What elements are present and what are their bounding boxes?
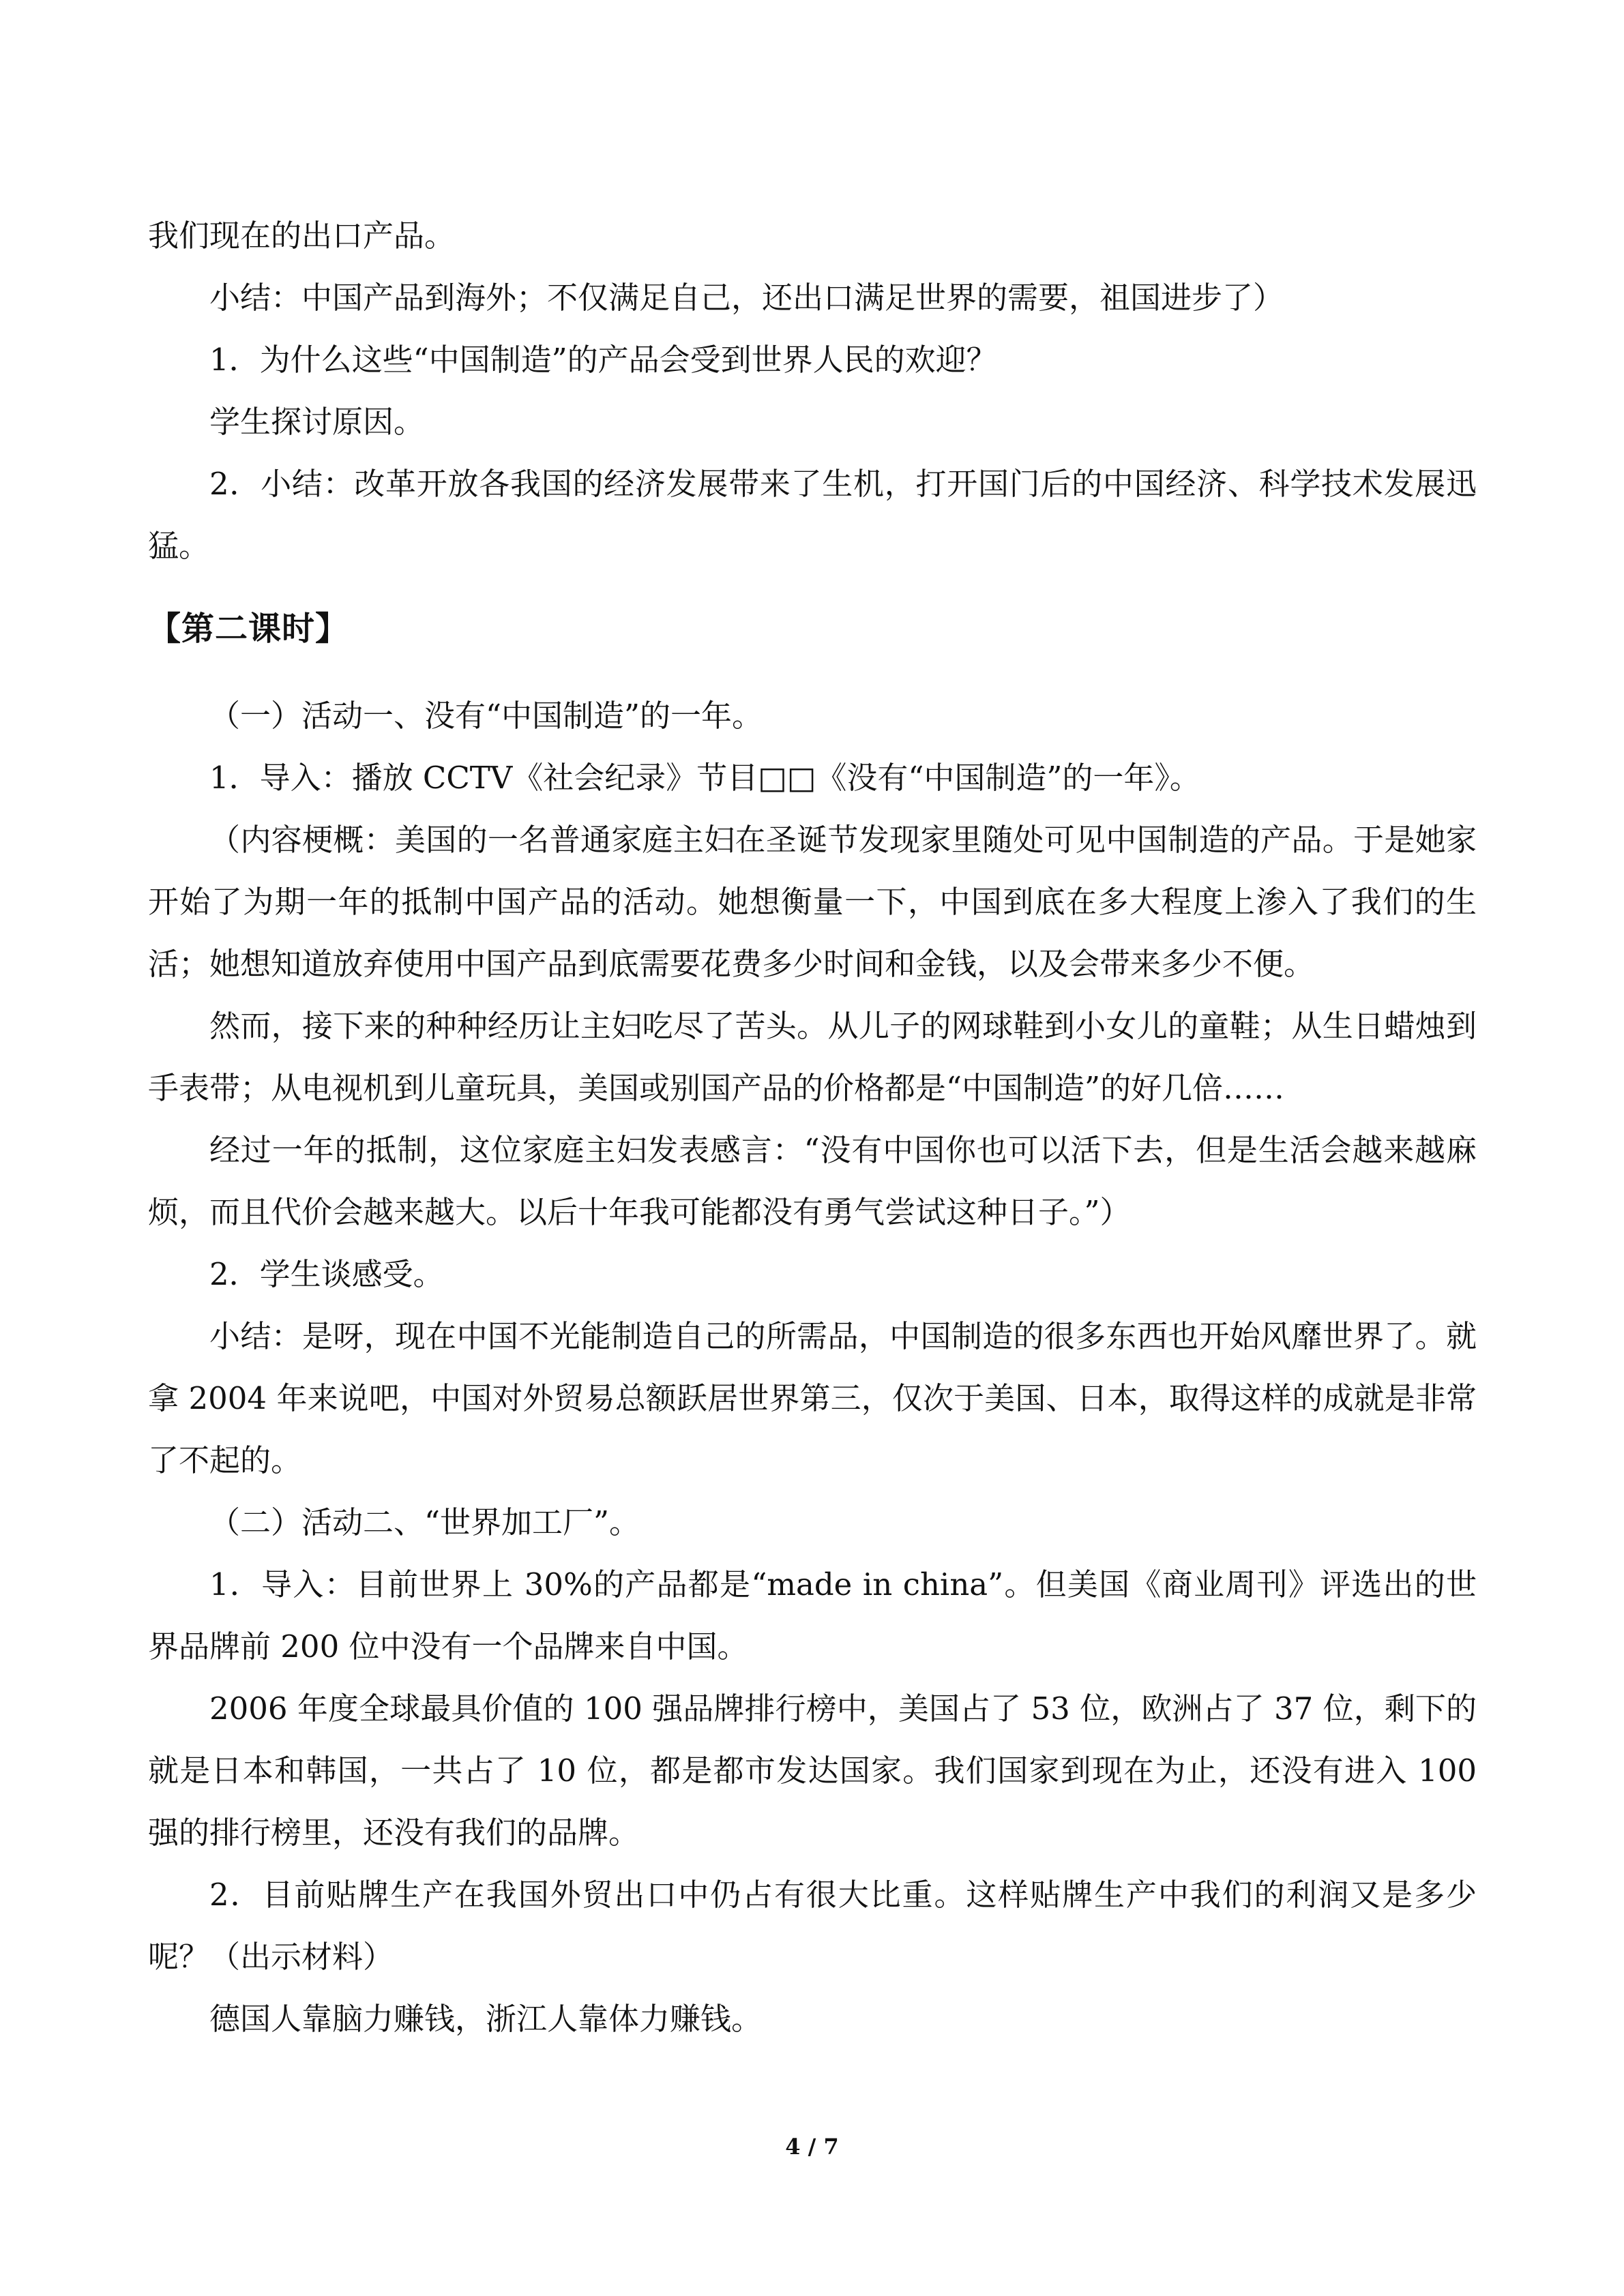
paragraph: （内容梗概：美国的一名普通家庭主妇在圣诞节发现家里随处可见中国制造的产品。于是她家开始了为期一年的抵制中国产品的活动。她想衡量一下，中国到底在多大程度上渗入了我们的生活；她想知道放弃使用中国产品到底需要花费多少时间和金钱，以及会带来多少不便。	[148, 822, 1477, 982]
paragraph: （一）活动一、没有“中国制造”的一年。	[209, 698, 763, 734]
paragraph: 2．小结：改革开放各我国的经济发展带来了生机，打开国门后的中国经济、科学技术发展迅猛。	[148, 466, 1477, 564]
document-body	[148, 205, 1477, 2050]
paragraph: 小结：是呀，现在中国不光能制造自己的所需品，中国制造的很多东西也开始风靡世界了。就拿 2004 年来说吧，中国对外贸易总额跃居世界第三，仅次于美国、日本，取得这样的成就是非常了不起的。	[148, 1318, 1477, 1478]
paragraph-group-top	[148, 205, 1477, 577]
paragraph: 经过一年的抵制，这位家庭主妇发表感言：“没有中国你也可以活下去，但是生活会越来越麻烦，而且代价会越来越大。以后十年我可能都没有勇气尝试这种日子。”）	[148, 1132, 1477, 1230]
paragraph: 我们现在的出口产品。	[148, 218, 456, 254]
paragraph: 1．为什么这些“中国制造”的产品会受到世界人民的欢迎？	[209, 342, 997, 378]
paragraph: （二）活动二、“世界加工厂”。	[209, 1504, 640, 1540]
section-heading: 【第二课时】	[148, 610, 349, 648]
page-number: 4 / 7	[785, 2134, 839, 2160]
paragraph: 2006 年度全球最具价值的 100 强品牌排行榜中，美国占了 53 位，欧洲占了 37 位，剩下的就是日本和韩国，一共占了 10 位，都是都市发达国家。我们国家到现在为止，还没有进入 100 强的排行榜里，还没有我们的品牌。	[148, 1690, 1477, 1851]
paragraph: 1．导入：播放 CCTV《社会纪录》节目□□《没有“中国制造”的一年》。	[209, 760, 1200, 796]
paragraph: 小结：中国产品到海外；不仅满足自己，还出口满足世界的需要，祖国进步了）	[209, 280, 1284, 316]
paragraph: 然而，接下来的种种经历让主妇吃尽了苦头。从儿子的网球鞋到小女儿的童鞋；从生日蜡烛到手表带；从电视机到儿童玩具，美国或别国产品的价格都是“中国制造”的好几倍……	[148, 1008, 1477, 1106]
paragraph: 1．导入：目前世界上 30%的产品都是“made in china”。但美国《商业周刊》评选出的世界品牌前 200 位中没有一个品牌来自中国。	[148, 1566, 1477, 1665]
paragraph: 2．目前贴牌生产在我国外贸出口中仍占有很大比重。这样贴牌生产中我们的利润又是多少呢？（出示材料）	[148, 1877, 1477, 1975]
paragraph: 德国人靠脑力赚钱，浙江人靠体力赚钱。	[209, 2001, 763, 2037]
paragraph: 学生探讨原因。	[209, 404, 425, 440]
paragraph-group-bottom	[148, 685, 1477, 2050]
paragraph: 2．学生谈感受。	[209, 1256, 444, 1292]
